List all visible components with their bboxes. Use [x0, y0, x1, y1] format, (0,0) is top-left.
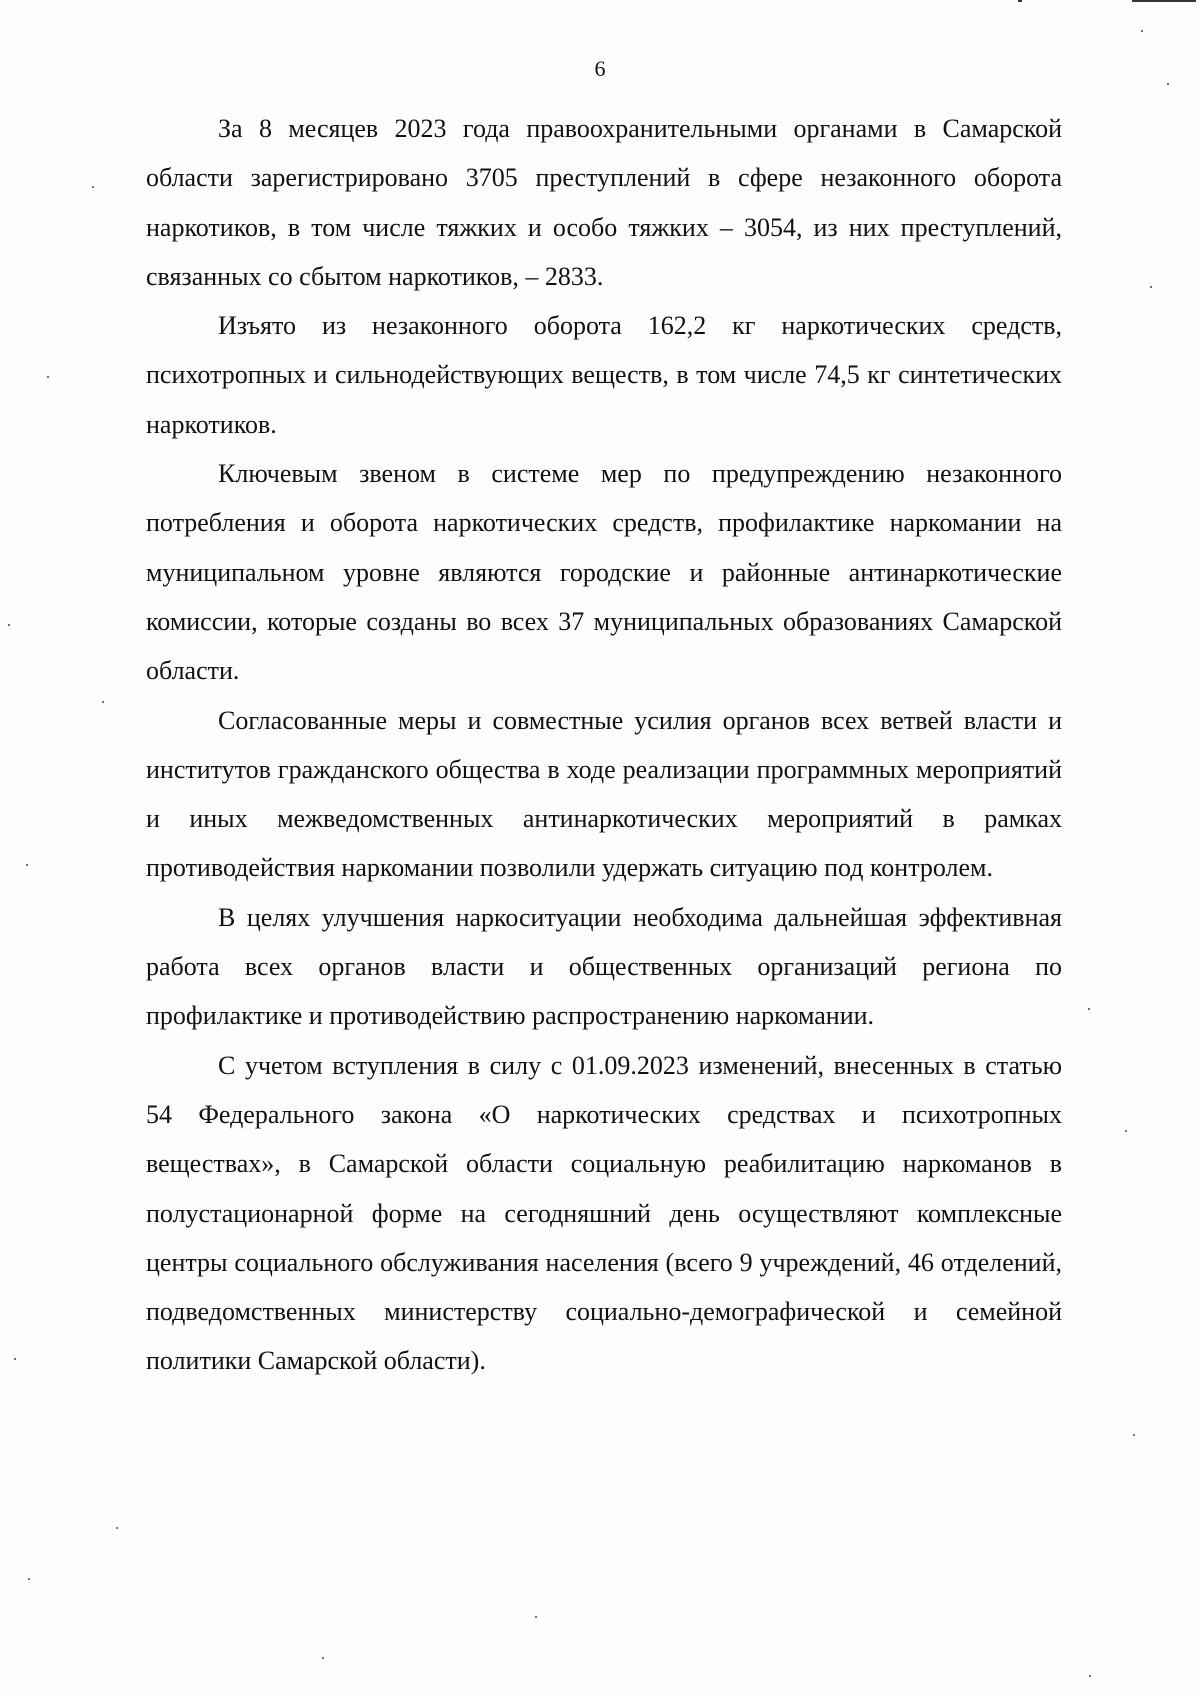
scan-speck: [8, 624, 10, 626]
scan-speck: [1088, 1008, 1090, 1010]
scan-speck: [1089, 1675, 1091, 1677]
scan-edge-mark: [1018, 0, 1022, 2]
scan-speck: [47, 376, 49, 378]
scan-speck: [1167, 83, 1169, 85]
paragraph: Согласованные меры и совместные усилия органов всех ветвей власти и институтов гражданского общества в ходе реализации программных мероприятий и иных межведомственных антинаркотических мероприятий в рамках противодействия наркомании позволили удержать ситуацию под контролем.: [146, 705, 1062, 883]
scan-speck: [1125, 1130, 1127, 1132]
paragraph: В целях улучшения наркоситуации необходима дальнейшая эффективная работа всех органов власти и общественных организаций региона по профилактике и противодействию распространению наркомании.: [146, 902, 1062, 1031]
scan-edge-mark: [1132, 0, 1196, 2]
scan-speck: [1150, 286, 1152, 288]
page-number: 6: [594, 56, 606, 81]
scan-speck: [102, 701, 104, 703]
scan-speck: [322, 1657, 324, 1659]
scan-speck: [92, 186, 94, 188]
paragraph: Изъято из незаконного оборота 162,2 кг наркотических средств, психотропных и сильнодействующих веществ, в том числе 74,5 кг синтетических наркотиков.: [146, 311, 1062, 439]
paragraph: За 8 месяцев 2023 года правоохранительными органами в Самарской области зарегистрировано 3705 преступлений в сфере незаконного оборота наркотиков, в том числе тяжких и особо тяжких – 3054, из них преступлений, связанных со сбытом наркотиков, – 2833.: [146, 114, 1062, 291]
paragraph: С учетом вступления в силу с 01.09.2023 изменений, внесенных в статью 54 Федерального закона «О наркотических средствах и психотропных веществах», в Самарской области социальную реабилитацию наркоманов в полустационарной форме на сегодняшний день осуществляют комплексные центры социального обслуживания населения (всего 9 учреждений, 46 отделений, подведомственных министерству социально-демографической и семейной политики Самарской области).: [146, 1050, 1062, 1376]
paragraph: Ключевым звеном в системе мер по предупреждению незаконного потребления и оборота наркотических средств, профилактике наркомании на муниципальном уровне являются городские и районные антинаркотические комиссии, которые созданы во всех 37 муниципальных образованиях Самарской области.: [146, 459, 1062, 686]
scan-speck: [26, 864, 28, 866]
scan-speck: [14, 1358, 16, 1360]
scan-speck: [116, 1527, 118, 1529]
scan-speck: [28, 1578, 30, 1580]
scan-speck: [535, 1616, 537, 1618]
scan-speck: [1133, 1434, 1135, 1436]
document-body: [146, 104, 1062, 1386]
scan-speck: [1141, 30, 1143, 32]
